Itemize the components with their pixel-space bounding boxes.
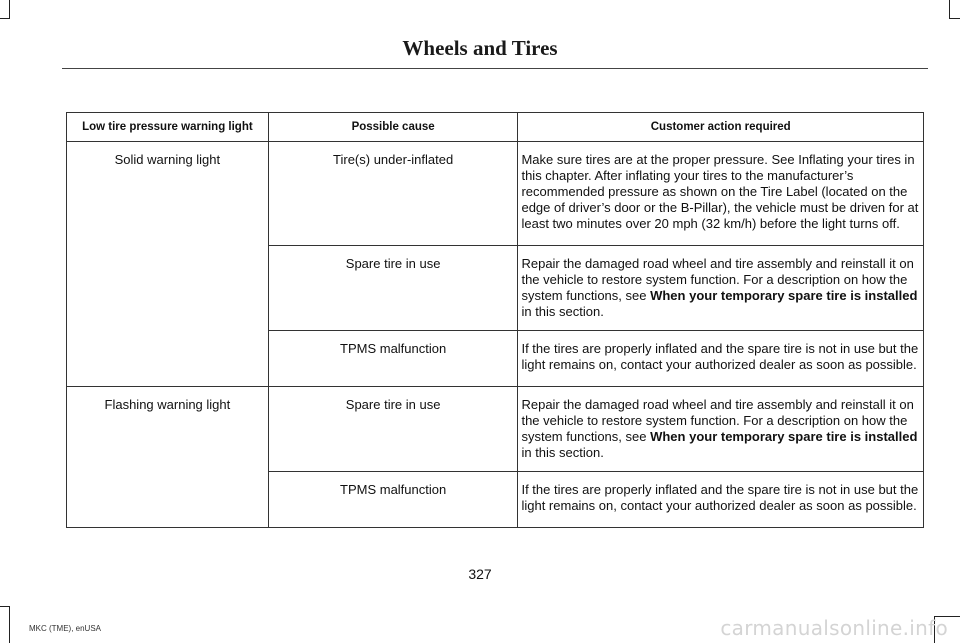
warning-light-table: [66, 112, 924, 528]
warning-condition-cell: Solid warning light: [67, 142, 269, 387]
crop-mark: [949, 0, 950, 18]
table-header-row: [67, 113, 924, 142]
action-text-tail: in this section.: [521, 445, 604, 460]
action-link-text: When your temporary spare tire is installed: [650, 288, 918, 303]
table-row: [67, 142, 924, 246]
footer-text: MKC (TME), enUSA: [29, 624, 102, 633]
column-header: Low tire pressure warning light: [67, 113, 269, 142]
crop-mark: [0, 18, 10, 19]
crop-mark: [0, 606, 10, 607]
possible-cause-cell: Spare tire in use: [268, 246, 518, 331]
customer-action-cell: [518, 472, 924, 528]
action-text: If the tires are properly inflated and the spare tire is not in use but the light remains on, contact your authorized dealer as soon as possible.: [521, 482, 919, 513]
column-header: Customer action required: [518, 113, 924, 142]
possible-cause-cell: TPMS malfunction: [268, 472, 518, 528]
page-title: Wheels and Tires: [402, 36, 558, 60]
crop-mark: [949, 18, 960, 19]
action-text: Repair the damaged road wheel and tire assembly and reinstall it on the vehicle to restore system function. For a description on how the system functions, see: [521, 256, 914, 303]
watermark: carmanualsonline.info: [720, 616, 948, 640]
possible-cause-cell: Spare tire in use: [268, 387, 518, 472]
table-row: [67, 387, 924, 472]
crop-mark: [9, 606, 10, 643]
crop-mark: [9, 0, 10, 18]
possible-cause-cell: Tire(s) under-inflated: [268, 142, 518, 246]
customer-action-cell: [518, 331, 924, 387]
possible-cause-cell: TPMS malfunction: [268, 331, 518, 387]
title-divider: [62, 68, 928, 69]
customer-action-cell: [518, 142, 924, 246]
action-text: Repair the damaged road wheel and tire assembly and reinstall it on the vehicle to restore system function. For a description on how the system functions, see: [521, 397, 914, 444]
action-text: If the tires are properly inflated and the spare tire is not in use but the light remains on, contact your authorized dealer as soon as possible.: [521, 341, 919, 372]
action-text-tail: in this section.: [521, 304, 604, 319]
action-link-text: When your temporary spare tire is installed: [650, 429, 918, 444]
warning-condition-cell: Flashing warning light: [67, 387, 269, 528]
customer-action-cell: [518, 387, 924, 472]
customer-action-cell: [518, 246, 924, 331]
action-text: Make sure tires are at the proper pressure. See Inflating your tires in this chapter. After inflating your tires to the manufacturer’s recommended pressure as shown on the Tire Label (located on the edge of driver’s door or the B-Pillar), the vehicle must be driven for at least two minutes over 20 mph (32 km/h) before the light turns off.: [521, 152, 919, 231]
page-number: 327: [468, 566, 492, 582]
column-header: Possible cause: [268, 113, 518, 142]
